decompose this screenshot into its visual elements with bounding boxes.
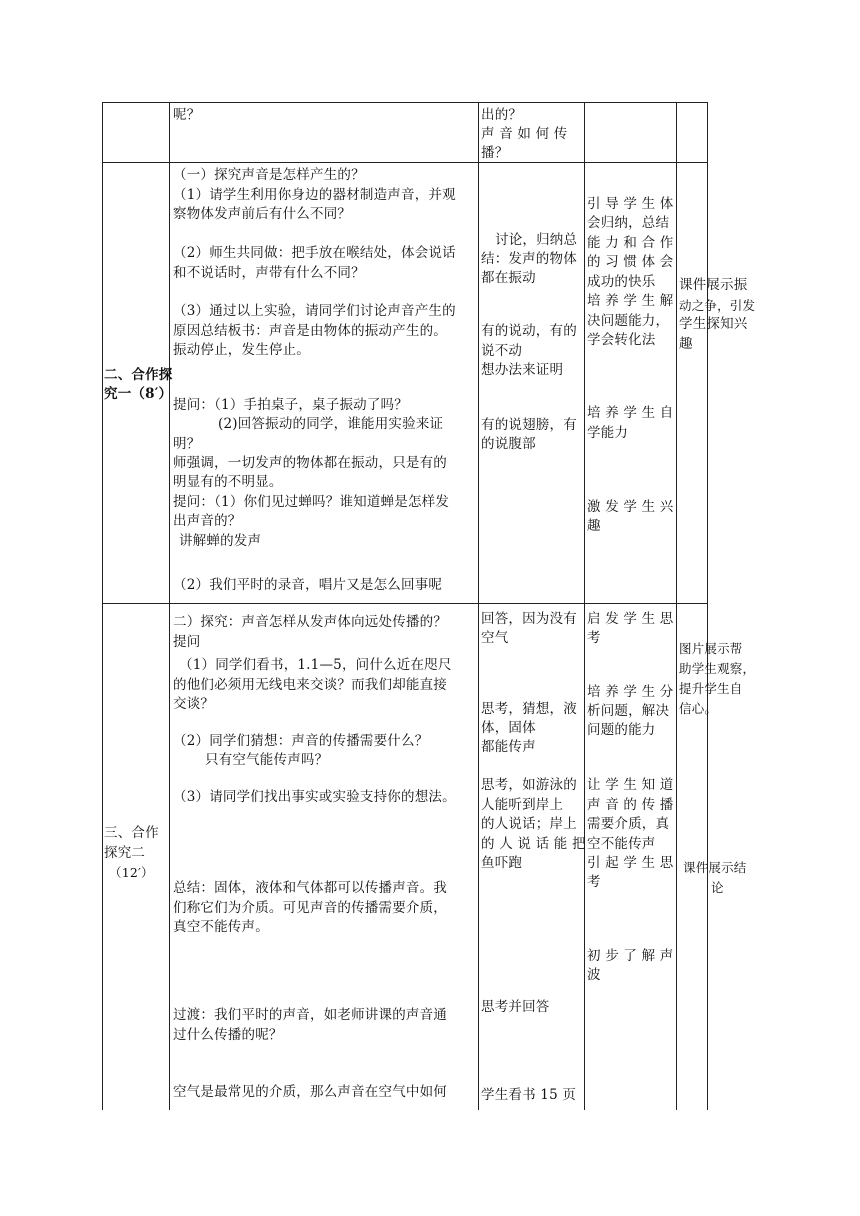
- teacher-text: （2）师生共同做：把手放在喉结处，体会说话: [173, 245, 456, 261]
- media-text: 助学生观察，: [679, 661, 756, 676]
- student-text: 都在振动: [481, 270, 536, 286]
- col-divider-1: [169, 102, 170, 1110]
- intent-text: 初 步 了 解 声: [587, 948, 674, 964]
- teacher-text: 振动停止，发生停止。: [173, 342, 310, 358]
- student-text: 的 人 说 话 能 把: [481, 836, 586, 852]
- teacher-text: 明？: [173, 436, 201, 452]
- student-text: 播？: [481, 145, 509, 161]
- media-text: 动之争，引发: [679, 298, 756, 313]
- student-text: 有的说动，有的: [481, 323, 577, 339]
- student-text: 想办法来证明: [481, 362, 564, 378]
- student-text: 体，固体: [481, 720, 536, 736]
- intent-text: 空不能传声: [587, 836, 656, 852]
- table-right-border: [707, 102, 708, 1110]
- intent-text: 培 养 学 生 分: [587, 684, 674, 700]
- student-text: 的说腹部: [481, 436, 536, 452]
- intent-text: 考: [587, 874, 601, 890]
- teacher-text: （一）探究声音是怎样产生的？: [173, 167, 365, 183]
- media-text: 图片展示帮: [679, 641, 743, 656]
- intent-text: 激 发 学 生 兴: [587, 499, 674, 515]
- teacher-text: 过渡：我们平时的声音，如老师讲课的声音通: [173, 1007, 447, 1023]
- student-text: 的人说话；岸上: [481, 816, 577, 832]
- teacher-text: （1）同学们看书，1.1—5，问什么近在咫尺: [179, 657, 452, 673]
- teacher-text: 只有空气能传声吗？: [205, 752, 329, 768]
- intent-text: 引 起 学 生 思: [587, 855, 674, 871]
- student-text: 人能听到岸上: [481, 797, 564, 813]
- teacher-text: （2）我们平时的录音，唱片又是怎么回事呢: [173, 577, 443, 593]
- teacher-text: （3）通过以上实验，请同学们讨论声音产生的: [173, 303, 456, 319]
- teacher-text: 交谈？: [173, 696, 215, 712]
- intent-text: 问题的能力: [587, 722, 656, 738]
- intent-text: 成功的快乐: [587, 274, 656, 290]
- intent-text: 培 养 学 生 自: [587, 405, 674, 421]
- intent-text: 培 养 学 生 解: [587, 293, 674, 309]
- intent-text: 让 学 生 知 道: [587, 777, 674, 793]
- teacher-text: 明显有的不明显。: [173, 474, 283, 490]
- media-text: 学生探知兴: [679, 316, 748, 332]
- student-text: 出的？: [481, 107, 523, 123]
- section-label: 探究二: [104, 845, 146, 861]
- media-text: 课件展示振: [679, 277, 748, 293]
- student-text: 学生看书 15 页: [481, 1087, 577, 1103]
- teacher-text: 提问：（1）手拍桌子，桌子振动了吗？: [173, 397, 408, 413]
- row-divider-2: [102, 603, 708, 604]
- teacher-text: 提问：（1）你们见过蝉吗？谁知道蝉是怎样发: [173, 494, 450, 510]
- row-divider-1: [102, 162, 708, 163]
- media-text: 论: [711, 880, 724, 895]
- table-left-border: [102, 102, 103, 1110]
- teacher-text: 过什么传播的呢？: [173, 1027, 283, 1043]
- intent-text: 学会转化法: [587, 332, 656, 348]
- teacher-text: 原因总结板书：声音是由物体的振动产生的。: [173, 323, 447, 339]
- student-text: 结：发声的物体: [481, 251, 577, 267]
- section-label: 究一（8′）: [104, 386, 173, 402]
- teacher-text: 空气是最常见的介质，那么声音在空气中如何: [173, 1084, 447, 1100]
- student-text: 有的说翅膀，有: [481, 417, 577, 433]
- teacher-text: 呢？: [173, 107, 201, 123]
- teacher-text: 二）探究：声音怎样从发声体向远处传播的？: [173, 614, 447, 630]
- teacher-text: 察物体发声前后有什么不同？: [173, 206, 352, 222]
- student-text: 都能传声: [481, 739, 536, 755]
- section-label: 二、合作探: [104, 367, 173, 383]
- section-label: 三、合作: [104, 825, 159, 841]
- intent-text: 引 导 学 生 体: [587, 196, 674, 212]
- media-text: 趣: [679, 336, 693, 352]
- section-label: （12′）: [109, 865, 154, 880]
- intent-text: 启 发 学 生 思: [587, 611, 674, 627]
- col-divider-3: [584, 102, 585, 1110]
- intent-text: 需要介质，真: [587, 816, 670, 832]
- teacher-text: 出声音的？: [173, 513, 242, 529]
- intent-text: 趣: [587, 518, 601, 534]
- student-text: 鱼吓跑: [481, 855, 523, 871]
- intent-text: 能 力 和 合 作: [587, 235, 674, 251]
- teacher-text: 的他们必须用无线电来交谈？而我们却能直接: [173, 677, 447, 693]
- student-text: 说不动: [481, 343, 523, 359]
- teacher-text: （2）同学们猜想：声音的传播需要什么？: [173, 733, 429, 749]
- intent-text: 声 音 的 传 播: [587, 797, 674, 813]
- col-divider-2: [478, 102, 479, 1110]
- col-divider-4: [676, 102, 677, 1110]
- media-text: 提升学生自: [679, 681, 743, 696]
- teacher-text: 讲解蝉的发声: [179, 533, 262, 549]
- teacher-text: 们称它们为介质。可见声音的传播需要介质，: [173, 900, 447, 916]
- teacher-text: （1）请学生利用你身边的器材制造声音，并观: [173, 187, 456, 203]
- media-text: 课件展示结: [683, 860, 747, 875]
- student-text: 思考并回答: [481, 999, 550, 1015]
- student-text: 思考，如游泳的: [481, 777, 577, 793]
- student-text: 思考，猜想，液: [481, 701, 577, 717]
- table-top-border: [102, 102, 708, 103]
- intent-text: 决问题能力，: [587, 313, 670, 329]
- media-text: 信心。: [679, 701, 718, 716]
- teacher-text: 总结：固体，液体和气体都可以传播声音。我: [173, 880, 447, 896]
- teacher-text: (2)回答振动的同学，谁能用实验来证: [218, 416, 444, 432]
- student-text: 回答，因为没有: [481, 611, 577, 627]
- intent-text: 考: [587, 630, 601, 646]
- teacher-text: 提问: [173, 634, 201, 650]
- intent-text: 会归纳，总结: [587, 215, 670, 231]
- intent-text: 的 习 惯 体 会: [587, 254, 674, 270]
- intent-text: 学能力: [587, 425, 629, 441]
- student-text: 讨论，归纳总: [495, 232, 578, 248]
- teacher-text: （3）请同学们找出事实或实验支持你的想法。: [173, 789, 456, 805]
- student-text: 空气: [481, 630, 509, 646]
- teacher-text: 和不说话时，声带有什么不同？: [173, 265, 365, 281]
- teacher-text: 师强调，一切发声的物体都在振动，只是有的: [173, 455, 447, 471]
- intent-text: 波: [587, 967, 601, 983]
- teacher-text: 真空不能传声。: [173, 919, 269, 935]
- intent-text: 析问题，解决: [587, 703, 670, 719]
- student-text: 声 音 如 何 传: [481, 126, 568, 142]
